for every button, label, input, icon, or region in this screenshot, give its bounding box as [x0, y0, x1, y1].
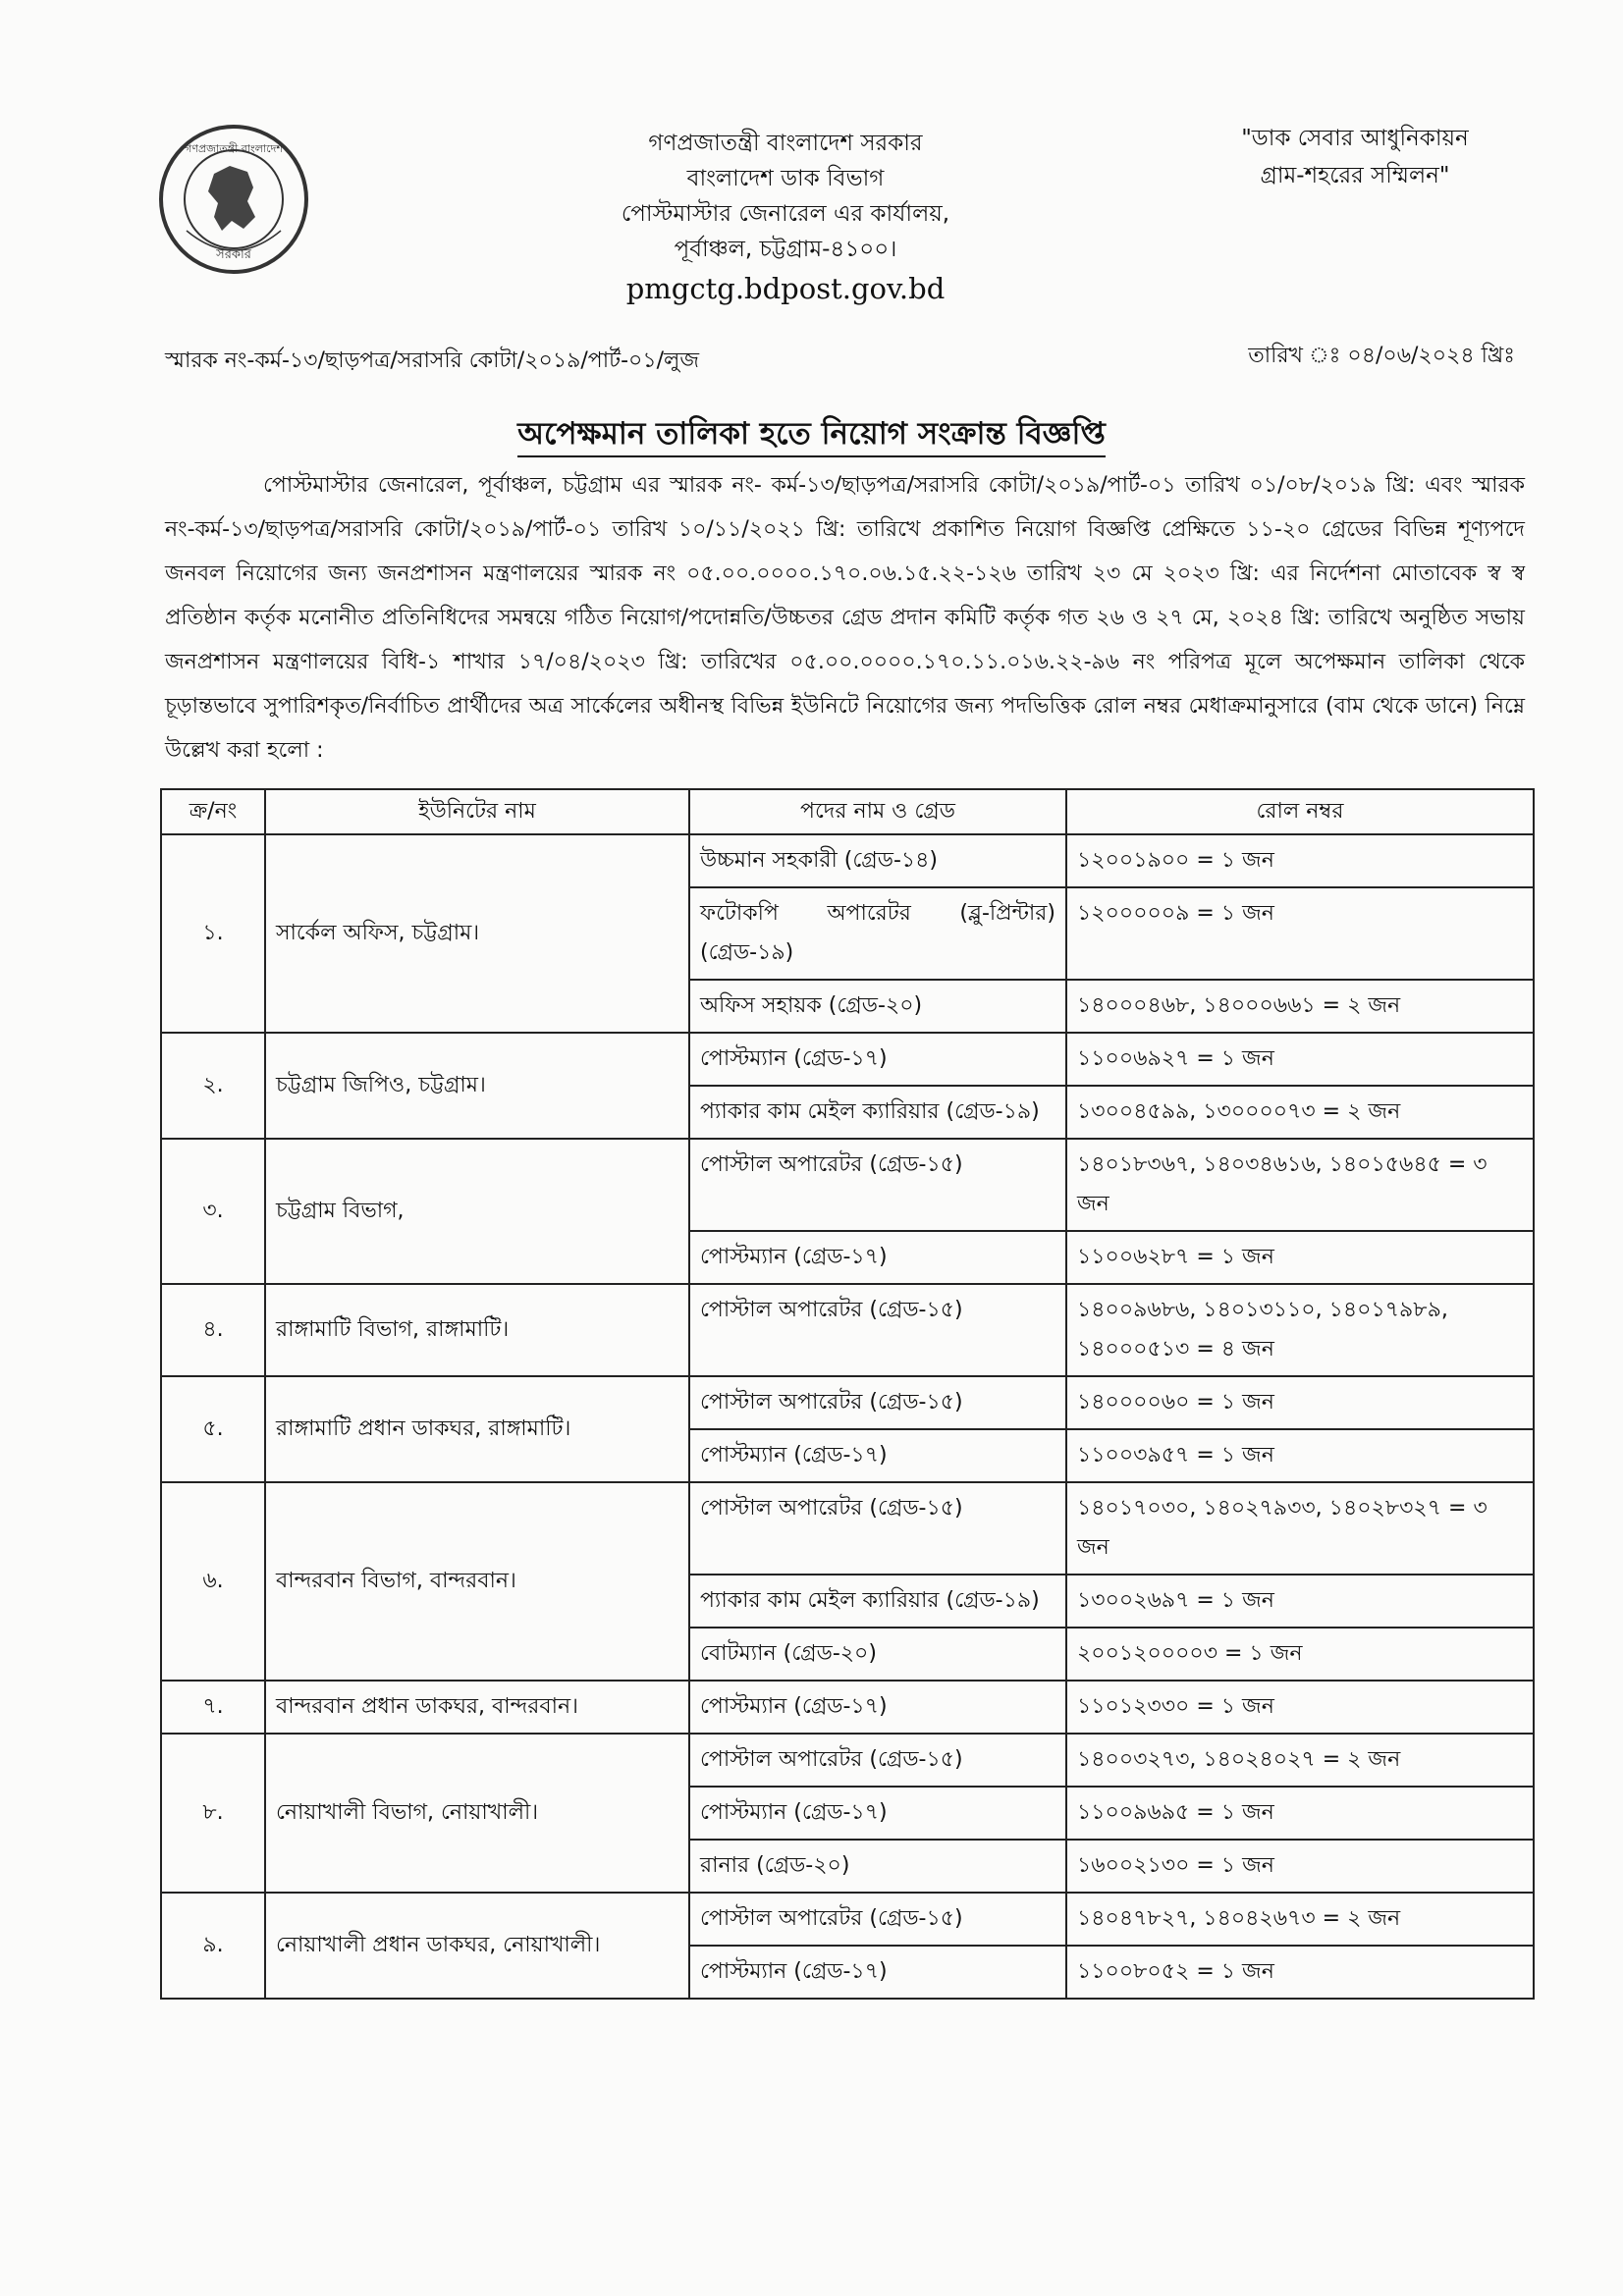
- notice-title-wrap: [0, 410, 1623, 461]
- post-grade-cell: পোস্টাল অপারেটর (গ্রেড-১৫): [689, 1893, 1066, 1946]
- roll-number-cell: ১২০০০০০৯ = ১ জন: [1066, 887, 1534, 980]
- serial-cell: ৪.: [161, 1284, 265, 1376]
- post-grade-cell: পোস্টাল অপারেটর (গ্রেড-১৫): [689, 1482, 1066, 1575]
- table-row: [161, 1734, 1534, 1787]
- roll-number-cell: ১৪০১৭০৩০, ১৪০২৭৯৩৩, ১৪০২৮৩২৭ = ৩ জন: [1066, 1482, 1534, 1575]
- notice-date: তারিখ ঃ ০৪/০৬/২০২৪ খ্রিঃ: [1248, 344, 1515, 368]
- post-grade-cell: অফিস সহায়ক (গ্রেড-২০): [689, 980, 1066, 1033]
- table-row: [161, 1284, 1534, 1376]
- unit-name-cell: রাঙ্গামাটি প্রধান ডাকঘর, রাঙ্গামাটি।: [265, 1376, 689, 1482]
- unit-name-cell: বান্দরবান প্রধান ডাকঘর, বান্দরবান।: [265, 1681, 689, 1734]
- slogan-line-2: গ্রাম-শহরের সম্মিলন": [1260, 163, 1450, 188]
- header-post: পদের নাম ও গ্রেড: [689, 789, 1066, 834]
- serial-cell: ৭.: [161, 1681, 265, 1734]
- post-grade-cell: উচ্চমান সহকারী (গ্রেড-১৪): [689, 834, 1066, 887]
- serial-cell: ২.: [161, 1033, 265, 1139]
- slogan: [1178, 120, 1532, 194]
- header-line-3: পোস্টমাস্টার জেনারেল এর কার্যালয়,: [621, 201, 950, 227]
- header-line-2: বাংলাদেশ ডাক বিভাগ: [686, 166, 885, 191]
- notice-body: পোস্টমাস্টার জেনারেল, পূর্বাঞ্চল, চট্টগ্রাম এর স্মারক নং- কর্ম-১৩/ছাড়পত্র/সরাসরি কোটা/২০১৯/পার্ট-০১ তারিখ ০১/০৮/২০১৯ খ্রি: এবং স্মারক নং-কর্ম-১৩/ছাড়পত্র/সরাসরি কোটা/২০১৯/পার্ট-০১ তারিখ ১০/১১/২০২১ খ্রি: তারিখে প্রকাশিত নিয়োগ বিজ্ঞপ্তি প্রেক্ষিতে ১১-২০ গ্রেডের বিভিন্ন শূণ্যপদে জনবল নিয়োগের জন্য জনপ্রশাসন মন্ত্রণালয়ের স্মারক নং ০৫.০০.০০০০.১৭০.০৬.১৫.২২-১২৬ তারিখ ২৩ মে ২০২৩ খ্রি: এর নির্দেশনা মোতাবেক স্ব স্ব প্রতিষ্ঠান কর্তৃক মনোনীত প্রতিনিধিদের সমন্বয়ে গঠিত নিয়োগ/পদোন্নতি/উচ্চতর গ্রেড প্রদান কমিটি কর্তৃক গত ২৬ ও ২৭ মে, ২০২৪ খ্রি: তারিখে অনুষ্ঠিত সভায় জনপ্রশাসন মন্ত্রণালয়ের বিধি-১ শাখার ১৭/০৪/২০২৩ খ্রি: তারিখের ০৫.০০.০০০০.১৭০.১১.০১৬.২২-৯৬ নং পরিপত্র মূলে অপেক্ষমান তালিকা থেকে চূড়ান্তভাবে সুপারিশকৃত/নির্বাচিত প্রার্থীদের অত্র সার্কেলের অধীনস্থ বিভিন্ন ইউনিটে নিয়োগের জন্য পদভিত্তিক রোল নম্বর মেধাক্রমানুসারে (বাম থেকে ডানে) নিম্নে উল্লেখ করা হলো :: [165, 473, 1525, 763]
- roll-number-cell: ১৩০০৪৫৯৯, ১৩০০০০৭৩ = ২ জন: [1066, 1086, 1534, 1139]
- unit-name-cell: নোয়াখালী প্রধান ডাকঘর, নোয়াখালী।: [265, 1893, 689, 1999]
- table-row: [161, 1893, 1534, 1946]
- roll-number-cell: ১২০০১৯০০ = ১ জন: [1066, 834, 1534, 887]
- post-grade-cell: পোস্টম্যান (গ্রেড-১৭): [689, 1033, 1066, 1086]
- table-row: [161, 1482, 1534, 1575]
- roll-number-cell: ১৬০০২১৩০ = ১ জন: [1066, 1840, 1534, 1893]
- roll-number-cell: ১১০০৯৬৯৫ = ১ জন: [1066, 1787, 1534, 1840]
- post-grade-cell: পোস্টম্যান (গ্রেড-১৭): [689, 1946, 1066, 1999]
- roll-number-cell: ১৪০০০০৬০ = ১ জন: [1066, 1376, 1534, 1429]
- roll-number-cell: ১১০০৮০৫২ = ১ জন: [1066, 1946, 1534, 1999]
- header-unit: ইউনিটের নাম: [265, 789, 689, 834]
- table-header-row: [161, 789, 1534, 834]
- header-line-4: পূর্বাঞ্চল, চট্টগ্রাম-৪১০০।: [674, 237, 897, 262]
- table-row: [161, 1033, 1534, 1086]
- serial-cell: ৮.: [161, 1734, 265, 1893]
- notice-title: অপেক্ষমান তালিকা হতে নিয়োগ সংক্রান্ত বিজ্ঞপ্তি: [517, 416, 1106, 457]
- appointment-table: [160, 788, 1535, 2000]
- table-row: [161, 1681, 1534, 1734]
- seal-bottom-text: সরকার: [216, 247, 251, 262]
- roll-number-cell: ১১০০৬২৮৭ = ১ জন: [1066, 1231, 1534, 1284]
- roll-number-cell: ১৪০০৯৬৮৬, ১৪০১৩১১০, ১৪০১৭৯৮৯, ১৪০০০৫১৩ = ৪ জন: [1066, 1284, 1534, 1376]
- header-line-1: গণপ্রজাতন্ত্রী বাংলাদেশ সরকার: [648, 131, 923, 156]
- unit-name-cell: নোয়াখালী বিভাগ, নোয়াখালী।: [265, 1734, 689, 1893]
- roll-number-cell: ১৪০০০৪৬৮, ১৪০০০৬৬১ = ২ জন: [1066, 980, 1534, 1033]
- seal-top-text: গণপ্রজাতন্ত্রী বাংলাদেশ: [185, 142, 283, 155]
- roll-number-cell: ২০০১২০০০০৩ = ১ জন: [1066, 1628, 1534, 1681]
- post-grade-cell: রানার (গ্রেড-২০): [689, 1840, 1066, 1893]
- slogan-line-1: "ডাক সেবার আধুনিকায়ন: [1241, 126, 1469, 151]
- post-grade-cell: পোস্টম্যান (গ্রেড-১৭): [689, 1429, 1066, 1482]
- header-serial: ক্র/নং: [161, 789, 265, 834]
- serial-cell: ৬.: [161, 1482, 265, 1681]
- serial-cell: ৯.: [161, 1893, 265, 1999]
- post-grade-cell: ফটোকপি অপারেটর (ব্লু-প্রিন্টার) (গ্রেড-১৯): [689, 887, 1066, 980]
- post-grade-cell: পোস্টম্যান (গ্রেড-১৭): [689, 1787, 1066, 1840]
- post-grade-cell: পোস্টম্যান (গ্রেড-১৭): [689, 1231, 1066, 1284]
- unit-name-cell: রাঙ্গামাটি বিভাগ, রাঙ্গামাটি।: [265, 1284, 689, 1376]
- roll-number-cell: ১৪০১৮৩৬৭, ১৪০৩৪৬১৬, ১৪০১৫৬৪৫ = ৩ জন: [1066, 1139, 1534, 1231]
- unit-name-cell: চট্টগ্রাম জিপিও, চট্টগ্রাম।: [265, 1033, 689, 1139]
- unit-name-cell: সার্কেল অফিস, চট্টগ্রাম।: [265, 834, 689, 1033]
- table-row: [161, 1139, 1534, 1231]
- serial-cell: ১.: [161, 834, 265, 1033]
- government-seal-icon: [157, 123, 310, 276]
- post-grade-cell: প্যাকার কাম মেইল ক্যারিয়ার (গ্রেড-১৯): [689, 1575, 1066, 1628]
- unit-name-cell: বান্দরবান বিভাগ, বান্দরবান।: [265, 1482, 689, 1681]
- table-row: [161, 834, 1534, 887]
- post-grade-cell: পোস্টম্যান (গ্রেড-১৭): [689, 1681, 1066, 1734]
- post-grade-cell: পোস্টাল অপারেটর (গ্রেড-১৫): [689, 1376, 1066, 1429]
- roll-number-cell: ১১০১২৩৩০ = ১ জন: [1066, 1681, 1534, 1734]
- roll-number-cell: ১৪০৪৭৮২৭, ১৪০৪২৬৭৩ = ২ জন: [1066, 1893, 1534, 1946]
- post-grade-cell: পোস্টাল অপারেটর (গ্রেড-১৫): [689, 1734, 1066, 1787]
- table-row: [161, 1376, 1534, 1429]
- post-grade-cell: পোস্টাল অপারেটর (গ্রেড-১৫): [689, 1139, 1066, 1231]
- roll-number-cell: ১১০০৩৯৫৭ = ১ জন: [1066, 1429, 1534, 1482]
- post-grade-cell: পোস্টাল অপারেটর (গ্রেড-১৫): [689, 1284, 1066, 1376]
- website-link[interactable]: pmgctg.bdpost.gov.bd: [625, 272, 946, 305]
- roll-number-cell: ১৪০০৩২৭৩, ১৪০২৪০২৭ = ২ জন: [1066, 1734, 1534, 1787]
- unit-name-cell: চট্টগ্রাম বিভাগ,: [265, 1139, 689, 1284]
- post-grade-cell: প্যাকার কাম মেইল ক্যারিয়ার (গ্রেড-১৯): [689, 1086, 1066, 1139]
- post-grade-cell: বোটম্যান (গ্রেড-২০): [689, 1628, 1066, 1681]
- header-roll: রোল নম্বর: [1066, 789, 1534, 834]
- serial-cell: ৩.: [161, 1139, 265, 1284]
- office-header: [530, 126, 1041, 306]
- memo-number: স্মারক নং-কর্ম-১৩/ছাড়পত্র/সরাসরি কোটা/২০১৯/পার্ট-০১/লুজ: [165, 348, 700, 373]
- roll-number-cell: ১১০০৬৯২৭ = ১ জন: [1066, 1033, 1534, 1086]
- serial-cell: ৫.: [161, 1376, 265, 1482]
- table-body: [161, 834, 1534, 1999]
- roll-number-cell: ১৩০০২৬৯৭ = ১ জন: [1066, 1575, 1534, 1628]
